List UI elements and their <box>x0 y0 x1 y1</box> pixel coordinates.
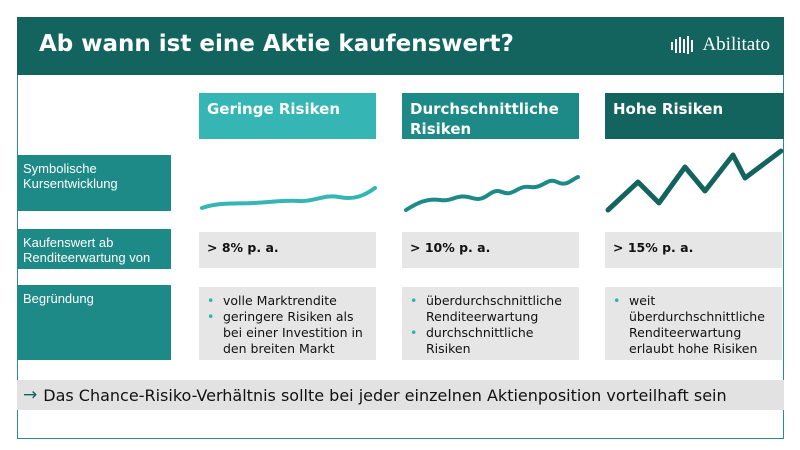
column-header-high-risk: Hohe Risiken <box>605 93 784 139</box>
logo <box>670 34 770 56</box>
begruendung-medium-risk <box>402 287 579 360</box>
row-header-kaufenswert: Kaufenswert ab Renditeerwartung von <box>17 229 171 269</box>
abilitato-logo-icon <box>670 35 696 55</box>
list-item: • durchschnittliche Risiken <box>426 325 571 357</box>
begruendung-high-risk <box>605 287 782 360</box>
list-item: • überdurchschnittliche Renditeerwartung <box>426 293 571 325</box>
row-header-kursentwicklung: Symbolische Kursentwicklung <box>17 155 171 211</box>
kaufenswert-low-risk: > 8% p. a. <box>199 232 376 268</box>
begruendung-list-high <box>605 287 782 357</box>
conclusion-bar <box>17 380 784 410</box>
logo-text: Abilitato <box>702 34 770 55</box>
list-item: • volle Marktrendite <box>223 293 368 309</box>
row-header-begruendung: Begründung <box>17 285 171 360</box>
sparkline-high-risk <box>605 145 785 215</box>
conclusion-text: Das Chance-Risiko-Verhältnis sollte bei jeder einzelnen Aktienposition vorteilhaft sein <box>43 385 727 405</box>
begruendung-list-low <box>199 287 376 357</box>
arrow-right-icon: → <box>23 385 38 405</box>
sparkline-medium-risk <box>402 165 582 220</box>
page-title: Ab wann ist eine Aktie kaufenswert? <box>39 31 514 57</box>
list-item: • weit überdurchschnittliche Renditeerwartung erlaubt hohe Risiken <box>629 293 774 357</box>
begruendung-list-medium <box>402 287 579 357</box>
slide-frame <box>17 17 784 439</box>
column-header-medium-risk: Durchschnittliche Risiken <box>402 93 579 139</box>
column-header-low-risk: Geringe Risiken <box>199 93 376 139</box>
kaufenswert-medium-risk: > 10% p. a. <box>402 232 579 268</box>
sparkline-low-risk <box>199 170 379 220</box>
list-item: • geringere Risiken als bei einer Investition in den breiten Markt <box>223 309 368 357</box>
kaufenswert-high-risk: > 15% p. a. <box>605 232 782 268</box>
header-bar <box>17 17 784 75</box>
begruendung-low-risk <box>199 287 376 360</box>
